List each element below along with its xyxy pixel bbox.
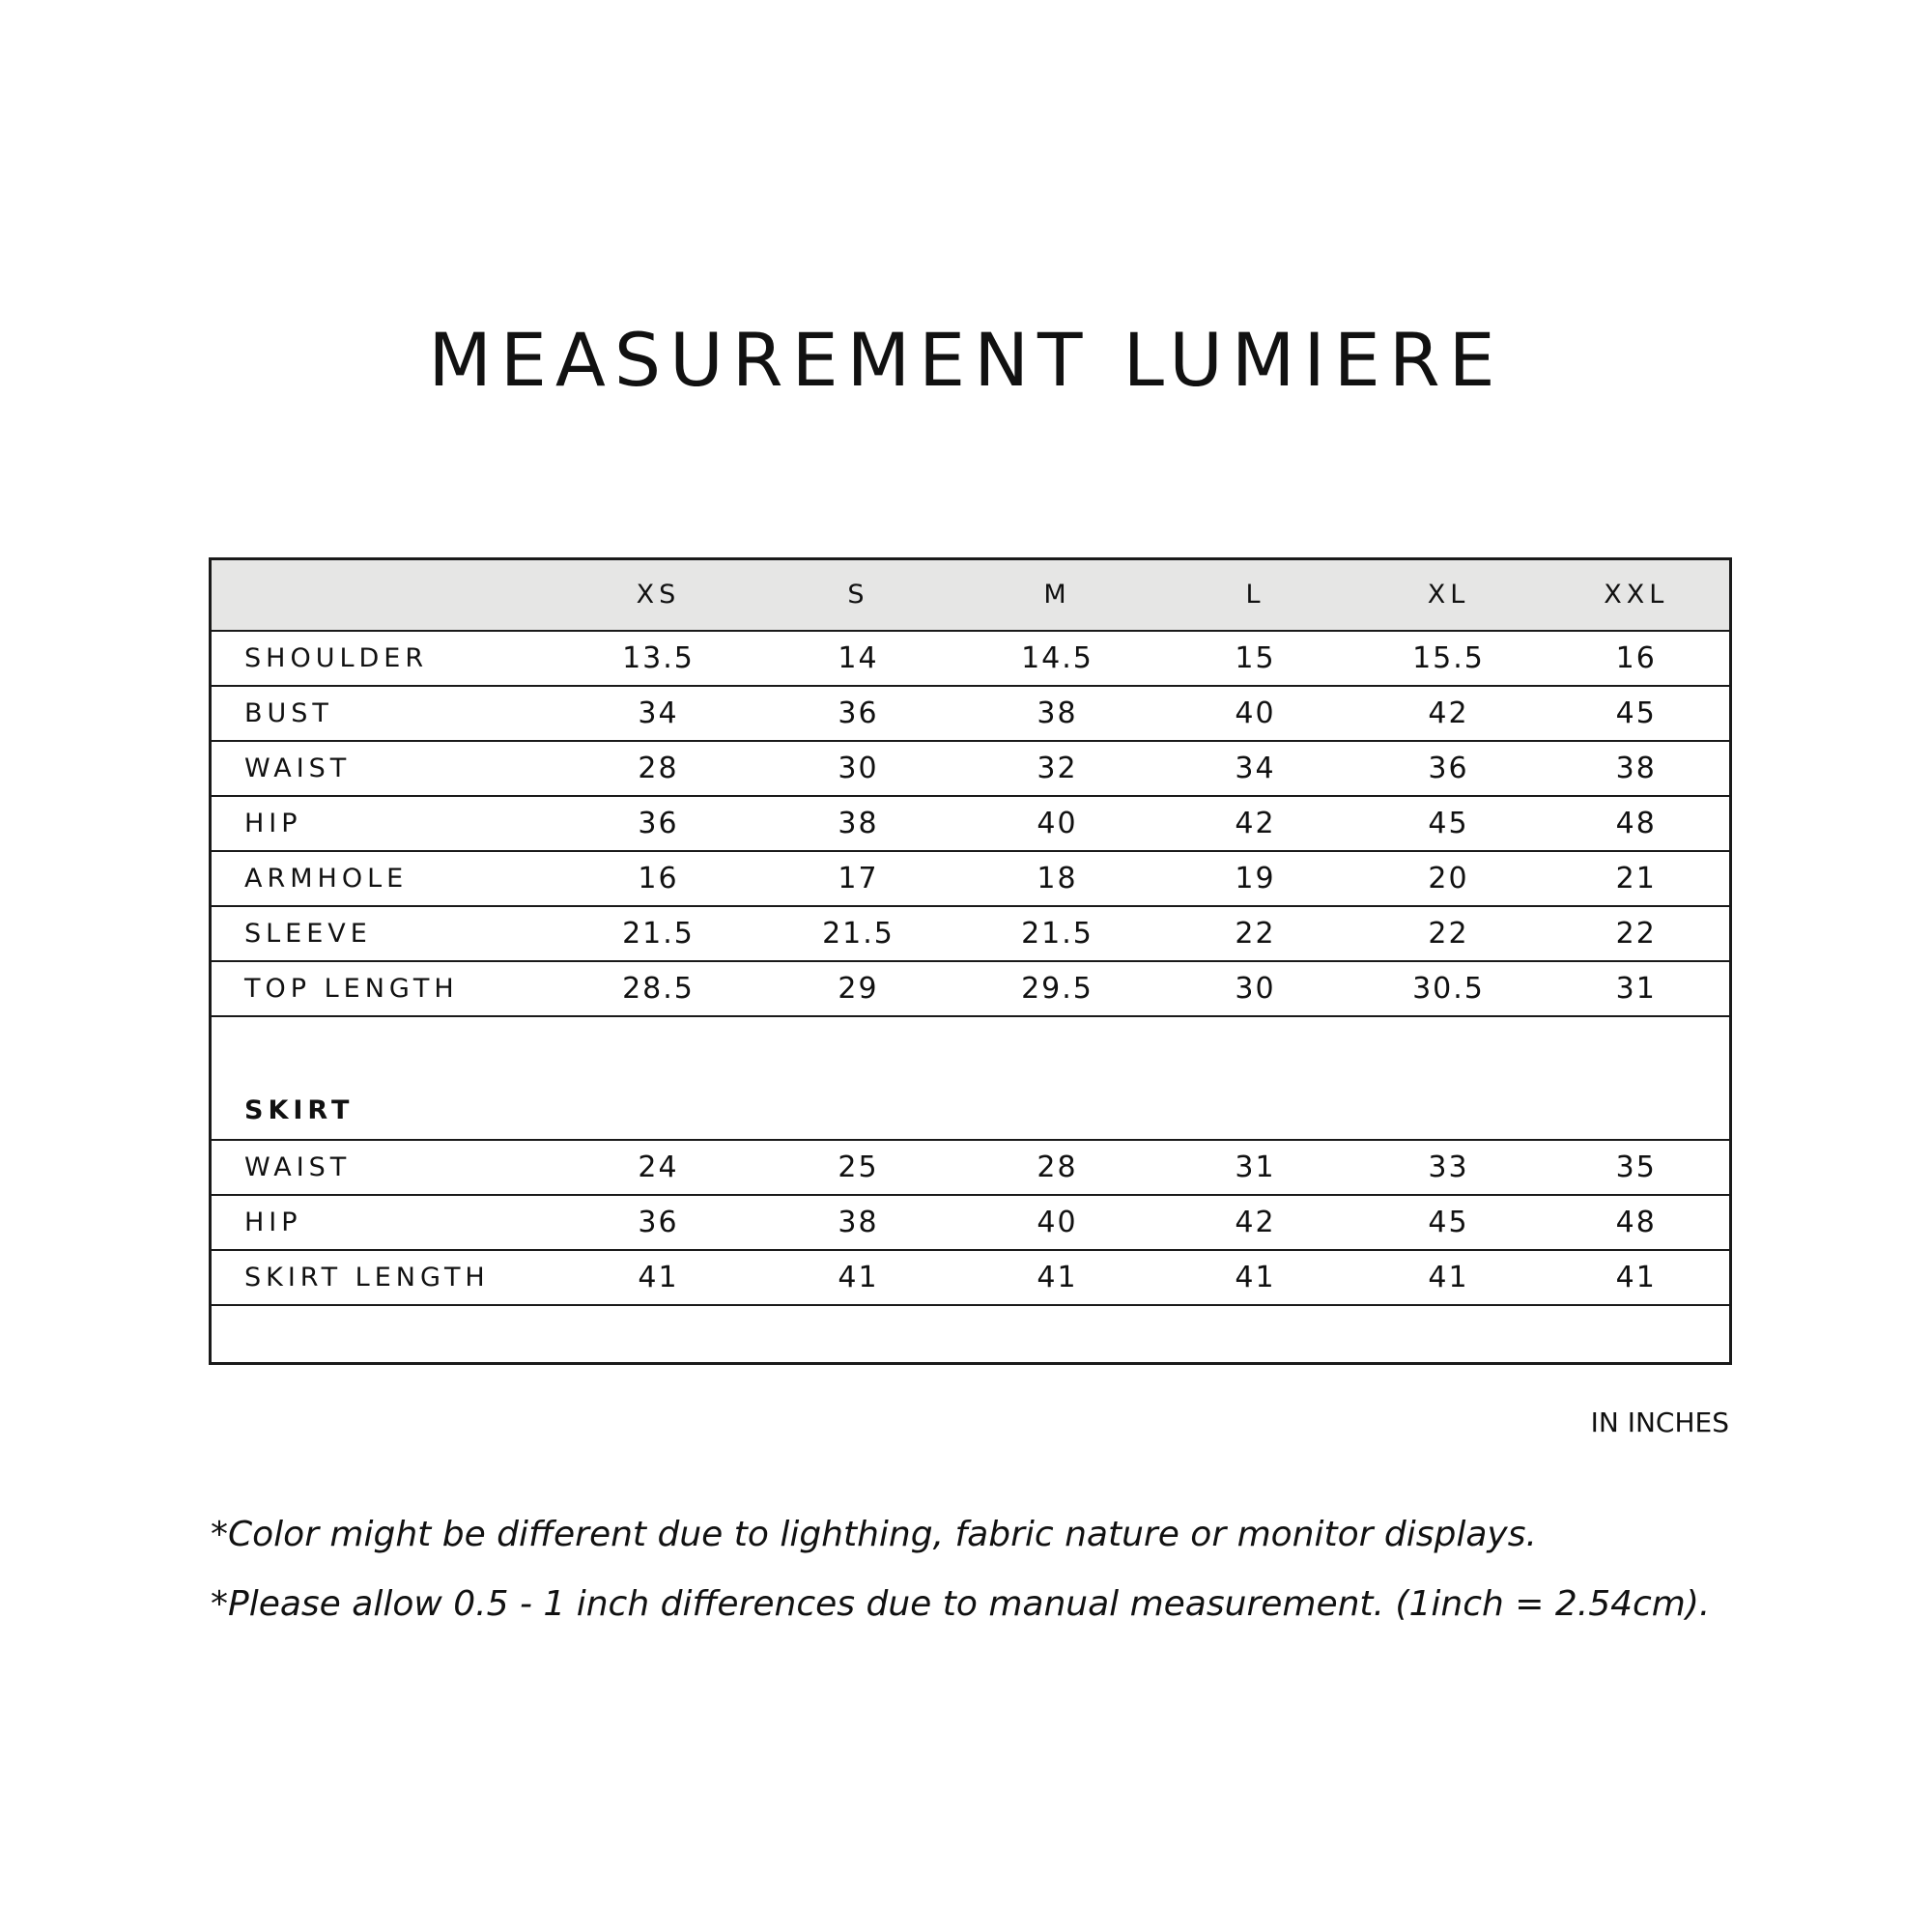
table-blank-row <box>211 1305 1731 1364</box>
cell-value: 38 <box>759 1195 958 1250</box>
cell-value: 32 <box>958 741 1157 796</box>
cell-value: 41 <box>1544 1250 1731 1305</box>
cell-value: 36 <box>558 796 759 851</box>
cell-value: 19 <box>1157 851 1354 906</box>
cell-value: 40 <box>1157 686 1354 741</box>
cell-value: 30 <box>1157 961 1354 1016</box>
cell-value: 34 <box>558 686 759 741</box>
cell-value: 41 <box>558 1250 759 1305</box>
cell-value: 36 <box>558 1195 759 1250</box>
cell-value: 25 <box>759 1140 958 1195</box>
size-header-xl: XL <box>1427 580 1470 611</box>
skirt-section-label: SKIRT <box>211 1016 1731 1140</box>
row-label: SHOULDER <box>211 631 558 686</box>
cell-value: 16 <box>1544 631 1731 686</box>
cell-value: 31 <box>1157 1140 1354 1195</box>
row-label: ARMHOLE <box>211 851 558 906</box>
cell-value: 30 <box>759 741 958 796</box>
cell-value: 38 <box>958 686 1157 741</box>
header-corner-cell <box>211 559 558 631</box>
cell-value: 41 <box>1157 1250 1354 1305</box>
cell-value: 15.5 <box>1354 631 1544 686</box>
row-label: SLEEVE <box>211 906 558 961</box>
size-header-xxl: XXL <box>1604 580 1669 611</box>
cell-value: 28.5 <box>558 961 759 1016</box>
cell-value: 28 <box>558 741 759 796</box>
row-label: HIP <box>211 796 558 851</box>
size-header-row <box>211 559 1731 631</box>
cell-value: 30.5 <box>1354 961 1544 1016</box>
color-disclaimer-note: *Color might be different due to lighthing, fabric nature or monitor displays. <box>211 1515 1537 1554</box>
cell-value: 45 <box>1544 686 1731 741</box>
cell-value: 42 <box>1157 1195 1354 1250</box>
table-row-hip <box>211 796 1731 851</box>
size-header-m: M <box>1043 580 1071 611</box>
cell-value: 35 <box>1544 1140 1731 1195</box>
cell-value: 45 <box>1354 1195 1544 1250</box>
size-header-s: S <box>847 580 869 611</box>
table-row-armhole <box>211 851 1731 906</box>
cell-value: 48 <box>1544 1195 1731 1250</box>
cell-value: 13.5 <box>558 631 759 686</box>
table-row-skirt-length <box>211 1250 1731 1305</box>
unit-note: IN INCHES <box>1590 1406 1729 1438</box>
blank-cell <box>211 1305 1731 1364</box>
table-row-shoulder <box>211 631 1731 686</box>
cell-value: 21 <box>1544 851 1731 906</box>
table-row-bust <box>211 686 1731 741</box>
cell-value: 17 <box>759 851 958 906</box>
size-header-l: L <box>1245 580 1265 611</box>
cell-value: 22 <box>1157 906 1354 961</box>
cell-value: 34 <box>1157 741 1354 796</box>
cell-value: 16 <box>558 851 759 906</box>
cell-value: 48 <box>1544 796 1731 851</box>
cell-value: 24 <box>558 1140 759 1195</box>
cell-value: 15 <box>1157 631 1354 686</box>
row-label: WAIST <box>211 1140 558 1195</box>
cell-value: 40 <box>958 1195 1157 1250</box>
table-row-skirt-hip <box>211 1195 1731 1250</box>
cell-value: 31 <box>1544 961 1731 1016</box>
cell-value: 38 <box>759 796 958 851</box>
cell-value: 41 <box>759 1250 958 1305</box>
measurement-tolerance-note: *Please allow 0.5 - 1 inch differences due to manual measurement. (1inch = 2.54cm). <box>211 1584 1711 1624</box>
size-chart-table <box>209 557 1732 1365</box>
cell-value: 28 <box>958 1140 1157 1195</box>
cell-value: 42 <box>1157 796 1354 851</box>
cell-value: 21.5 <box>958 906 1157 961</box>
row-label: BUST <box>211 686 558 741</box>
cell-value: 45 <box>1354 796 1544 851</box>
cell-value: 22 <box>1354 906 1544 961</box>
table-row-skirt-waist <box>211 1140 1731 1195</box>
row-label: TOP LENGTH <box>211 961 558 1016</box>
cell-value: 36 <box>759 686 958 741</box>
cell-value: 29 <box>759 961 958 1016</box>
table-row-waist <box>211 741 1731 796</box>
table-row-sleeve <box>211 906 1731 961</box>
row-label: HIP <box>211 1195 558 1250</box>
cell-value: 14 <box>759 631 958 686</box>
table-row-top-length <box>211 961 1731 1016</box>
cell-value: 20 <box>1354 851 1544 906</box>
row-label: SKIRT LENGTH <box>211 1250 558 1305</box>
cell-value: 42 <box>1354 686 1544 741</box>
cell-value: 41 <box>958 1250 1157 1305</box>
cell-value: 29.5 <box>958 961 1157 1016</box>
cell-value: 41 <box>1354 1250 1544 1305</box>
skirt-section-row <box>211 1016 1731 1140</box>
row-label: WAIST <box>211 741 558 796</box>
cell-value: 21.5 <box>759 906 958 961</box>
cell-value: 38 <box>1544 741 1731 796</box>
size-header-xs: XS <box>636 580 681 611</box>
cell-value: 22 <box>1544 906 1731 961</box>
cell-value: 18 <box>958 851 1157 906</box>
cell-value: 14.5 <box>958 631 1157 686</box>
page-title: MEASUREMENT LUMIERE <box>428 317 1504 403</box>
cell-value: 40 <box>958 796 1157 851</box>
cell-value: 36 <box>1354 741 1544 796</box>
cell-value: 33 <box>1354 1140 1544 1195</box>
cell-value: 21.5 <box>558 906 759 961</box>
